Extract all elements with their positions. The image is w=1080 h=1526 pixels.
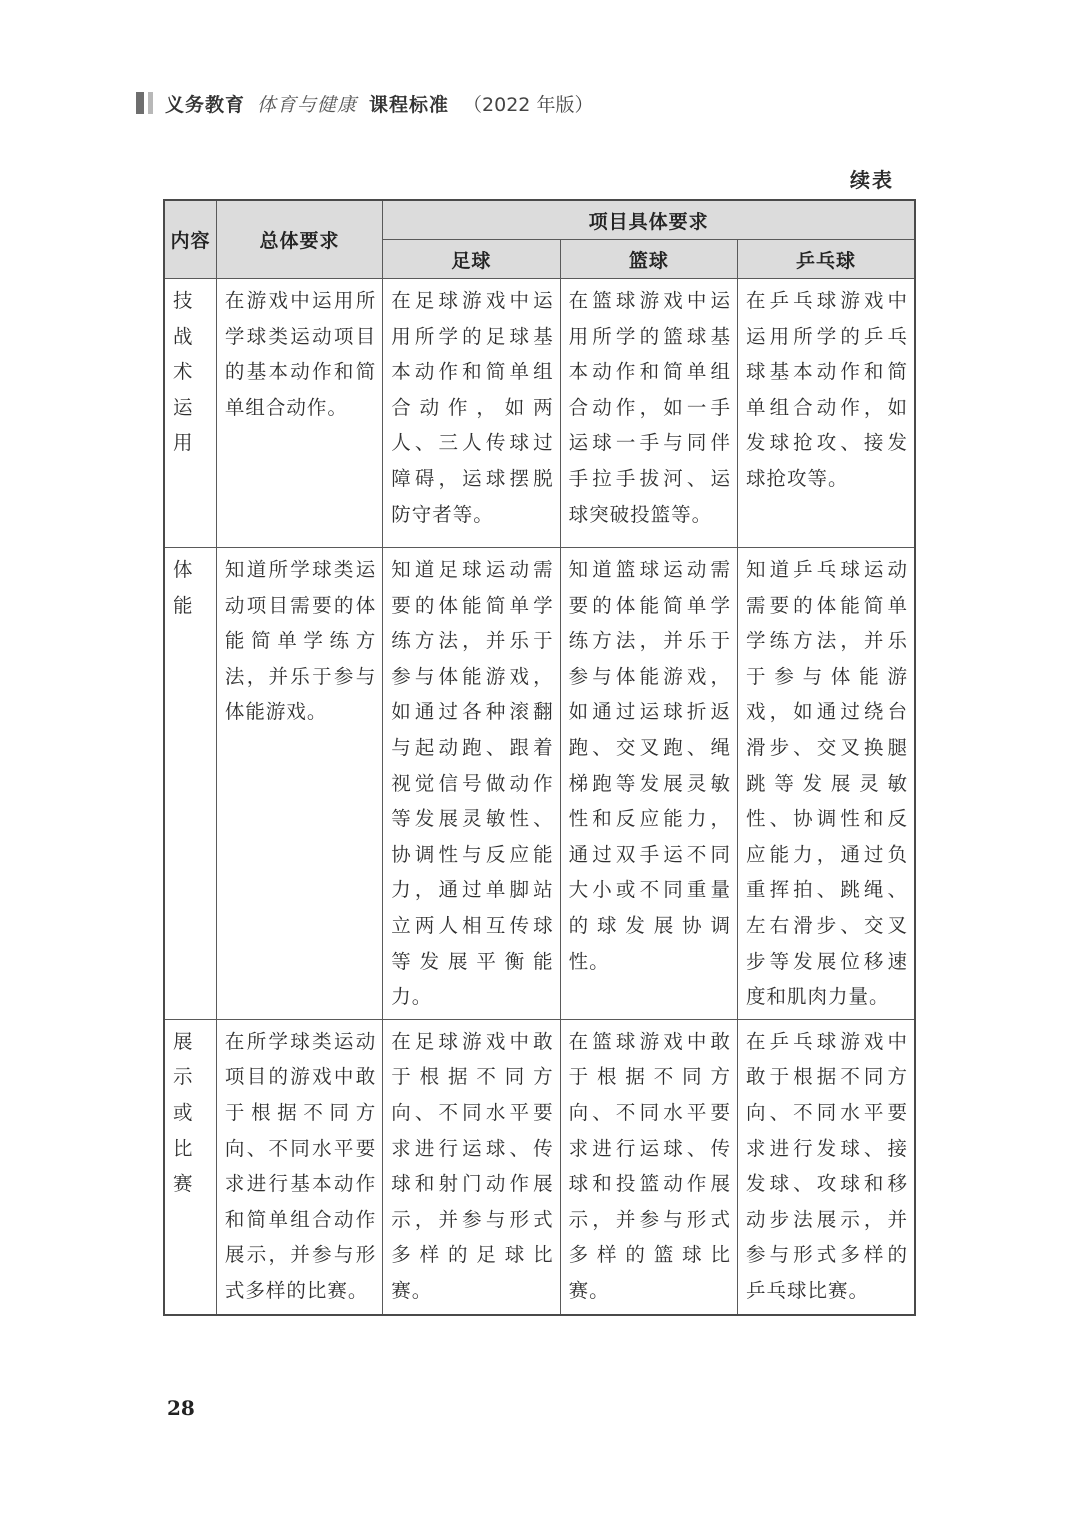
- cell-basketball: 在篮球游戏中敢于根据不同方向、不同水平要求进行运球、传球和投篮动作展示，并参与形式多样的篮球比赛。: [560, 1019, 737, 1315]
- cell-football: 在足球游戏中敢于根据不同方向、不同水平要求进行运球、传球和射门动作展示，并参与形式多样的足球比赛。: [383, 1019, 560, 1315]
- table-row: [164, 1019, 915, 1315]
- curriculum-requirements-table: [163, 199, 916, 1316]
- cell-overall: 在所学球类运动项目的游戏中敢于根据不同方向、不同水平要求进行基本动作和简单组合动作展示，并参与形式多样的比赛。: [216, 1019, 382, 1315]
- cell-basketball: 知道篮球运动需要的体能简单学练方法，并乐于参与体能游戏，如通过运球折返跑、交叉跑、绳梯跑等发展灵敏性和反应能力，通过双手运不同大小或不同重量的球发展协调性。: [560, 548, 737, 1020]
- header-content: 内容: [164, 200, 216, 279]
- header-bar-mark-icon: [136, 92, 144, 114]
- cell-content: 技战术运用: [164, 279, 216, 548]
- running-head-suffix: 课程标准: [369, 93, 450, 116]
- cell-table-tennis: 知道乒乓球运动需要的体能简单学练方法，并乐于参与体能游戏，如通过绕台滑步、交叉换腿跳等发展灵敏性、协调性和反应能力，通过负重挥拍、跳绳、左右滑步、交叉步等发展位移速度和肌肉力量。: [738, 548, 915, 1020]
- running-head-subject: 体育与健康: [257, 93, 358, 116]
- running-head-edition: （2022 年版）: [463, 93, 594, 116]
- table-row: [164, 548, 915, 1020]
- cell-overall: 知道所学球类运动项目需要的体能简单学练方法，并乐于参与体能游戏。: [216, 548, 382, 1020]
- header-specific-requirements: 项目具体要求: [383, 200, 915, 240]
- cell-basketball: 在篮球游戏中运用所学的篮球基本动作和简单组合动作，如一手运球一手与同伴手拉手拔河、运球突破投篮等。: [560, 279, 737, 548]
- cell-overall: 在游戏中运用所学球类运动项目的基本动作和简单组合动作。: [216, 279, 382, 548]
- cell-content: 体能: [164, 548, 216, 1020]
- cell-table-tennis: 在乒乓球游戏中运用所学的乒乓球基本动作和简单组合动作，如发球抢攻、接发球抢攻等。: [738, 279, 915, 548]
- continued-table-label: 续表: [850, 168, 894, 192]
- page-number: 28: [167, 1396, 195, 1420]
- header-basketball: 篮球: [560, 240, 737, 279]
- cell-table-tennis: 在乒乓球游戏中敢于根据不同方向、不同水平要求进行发球、接发球、攻球和移动步法展示，并参与形式多样的乒乓球比赛。: [738, 1019, 915, 1315]
- running-head-prefix: 义务教育: [165, 93, 246, 116]
- cell-football: 在足球游戏中运用所学的足球基本动作和简单组合动作，如两人、三人传球过障碍，运球摆脱防守者等。: [383, 279, 560, 548]
- cell-football: 知道足球运动需要的体能简单学练方法，并乐于参与体能游戏，如通过各种滚翻与起动跑、跟着视觉信号做动作等发展灵敏性、协调性与反应能力，通过单脚站立两人相互传球等发展平衡能力。: [383, 548, 560, 1020]
- cell-content: 展示或比赛: [164, 1019, 216, 1315]
- header-table-tennis: 乒乓球: [738, 240, 915, 279]
- header-bar-mark-light-icon: [148, 92, 153, 114]
- running-head: [136, 88, 593, 118]
- header-overall-requirements: 总体要求: [216, 200, 382, 279]
- header-football: 足球: [383, 240, 560, 279]
- table-row: [164, 279, 915, 548]
